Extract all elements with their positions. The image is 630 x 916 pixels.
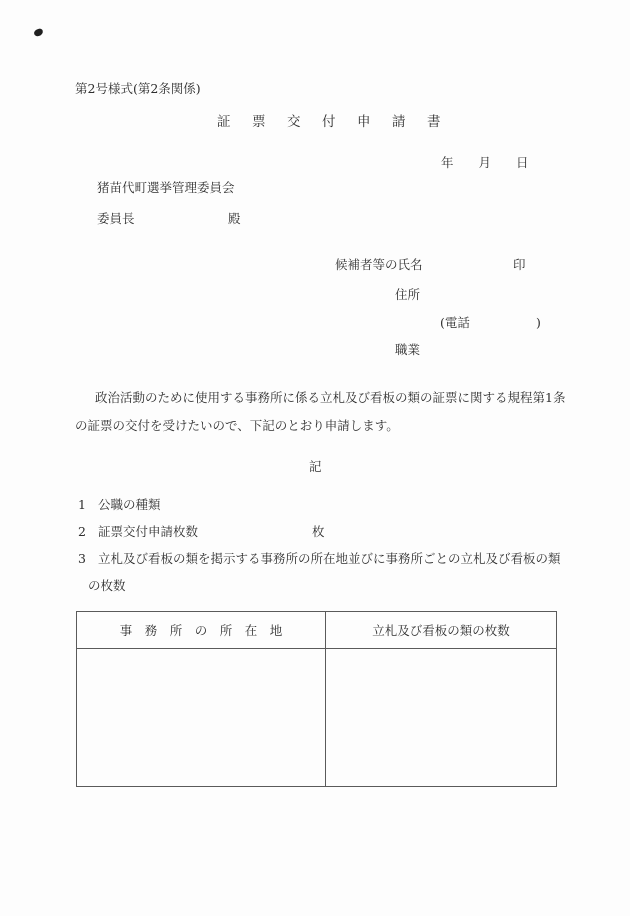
record-marker: 記	[309, 459, 322, 474]
office-signs-table	[76, 611, 557, 787]
item-1-number: 1	[78, 497, 86, 512]
item-3-text: 立札及び看板の類を掲示する事務所の所在地並びに事務所ごとの立札及び看板の類	[98, 551, 561, 566]
date-line: 年 月 日	[441, 155, 529, 170]
candidate-name-label: 候補者等の氏名	[335, 257, 423, 272]
body-paragraph-line1: 政治活動のために使用する事務所に係る立札及び看板の類の証票に関する規程第1条	[95, 390, 566, 405]
item-2-unit-label: 枚	[312, 524, 325, 539]
phone-label-close: )	[536, 315, 541, 330]
address-label: 住所	[395, 287, 421, 302]
item-2-number: 2	[78, 524, 86, 539]
item-3-text-continued: の枚数	[88, 578, 126, 593]
table-cell-sign-count	[326, 649, 556, 786]
phone-label-open: (電話	[440, 315, 470, 330]
table-body-row	[77, 649, 556, 786]
document-title: 証 票 交 付 申 請 書	[217, 114, 445, 130]
body-paragraph-line2: の証票の交付を受けたいので、下記のとおり申請します。	[75, 418, 399, 433]
addressee-honorific: 殿	[228, 211, 241, 226]
addressee-organization: 猪苗代町選挙管理委員会	[97, 180, 235, 195]
occupation-label: 職業	[395, 342, 421, 357]
table-header-office-location: 事 務 所 の 所 在 地	[77, 612, 326, 648]
seal-label: 印	[513, 257, 526, 272]
scan-artifact-mark	[33, 28, 44, 37]
form-number-label: 第2号様式(第2条関係)	[75, 81, 201, 96]
table-header-sign-count: 立札及び看板の類の枚数	[372, 623, 510, 638]
item-3-number: 3	[78, 551, 86, 566]
item-1-text: 公職の種類	[98, 497, 161, 512]
table-cell-office-location	[77, 649, 326, 786]
table-header-row	[77, 612, 556, 649]
addressee-role: 委員長	[97, 211, 135, 226]
item-2-text: 証票交付申請枚数	[98, 524, 199, 539]
